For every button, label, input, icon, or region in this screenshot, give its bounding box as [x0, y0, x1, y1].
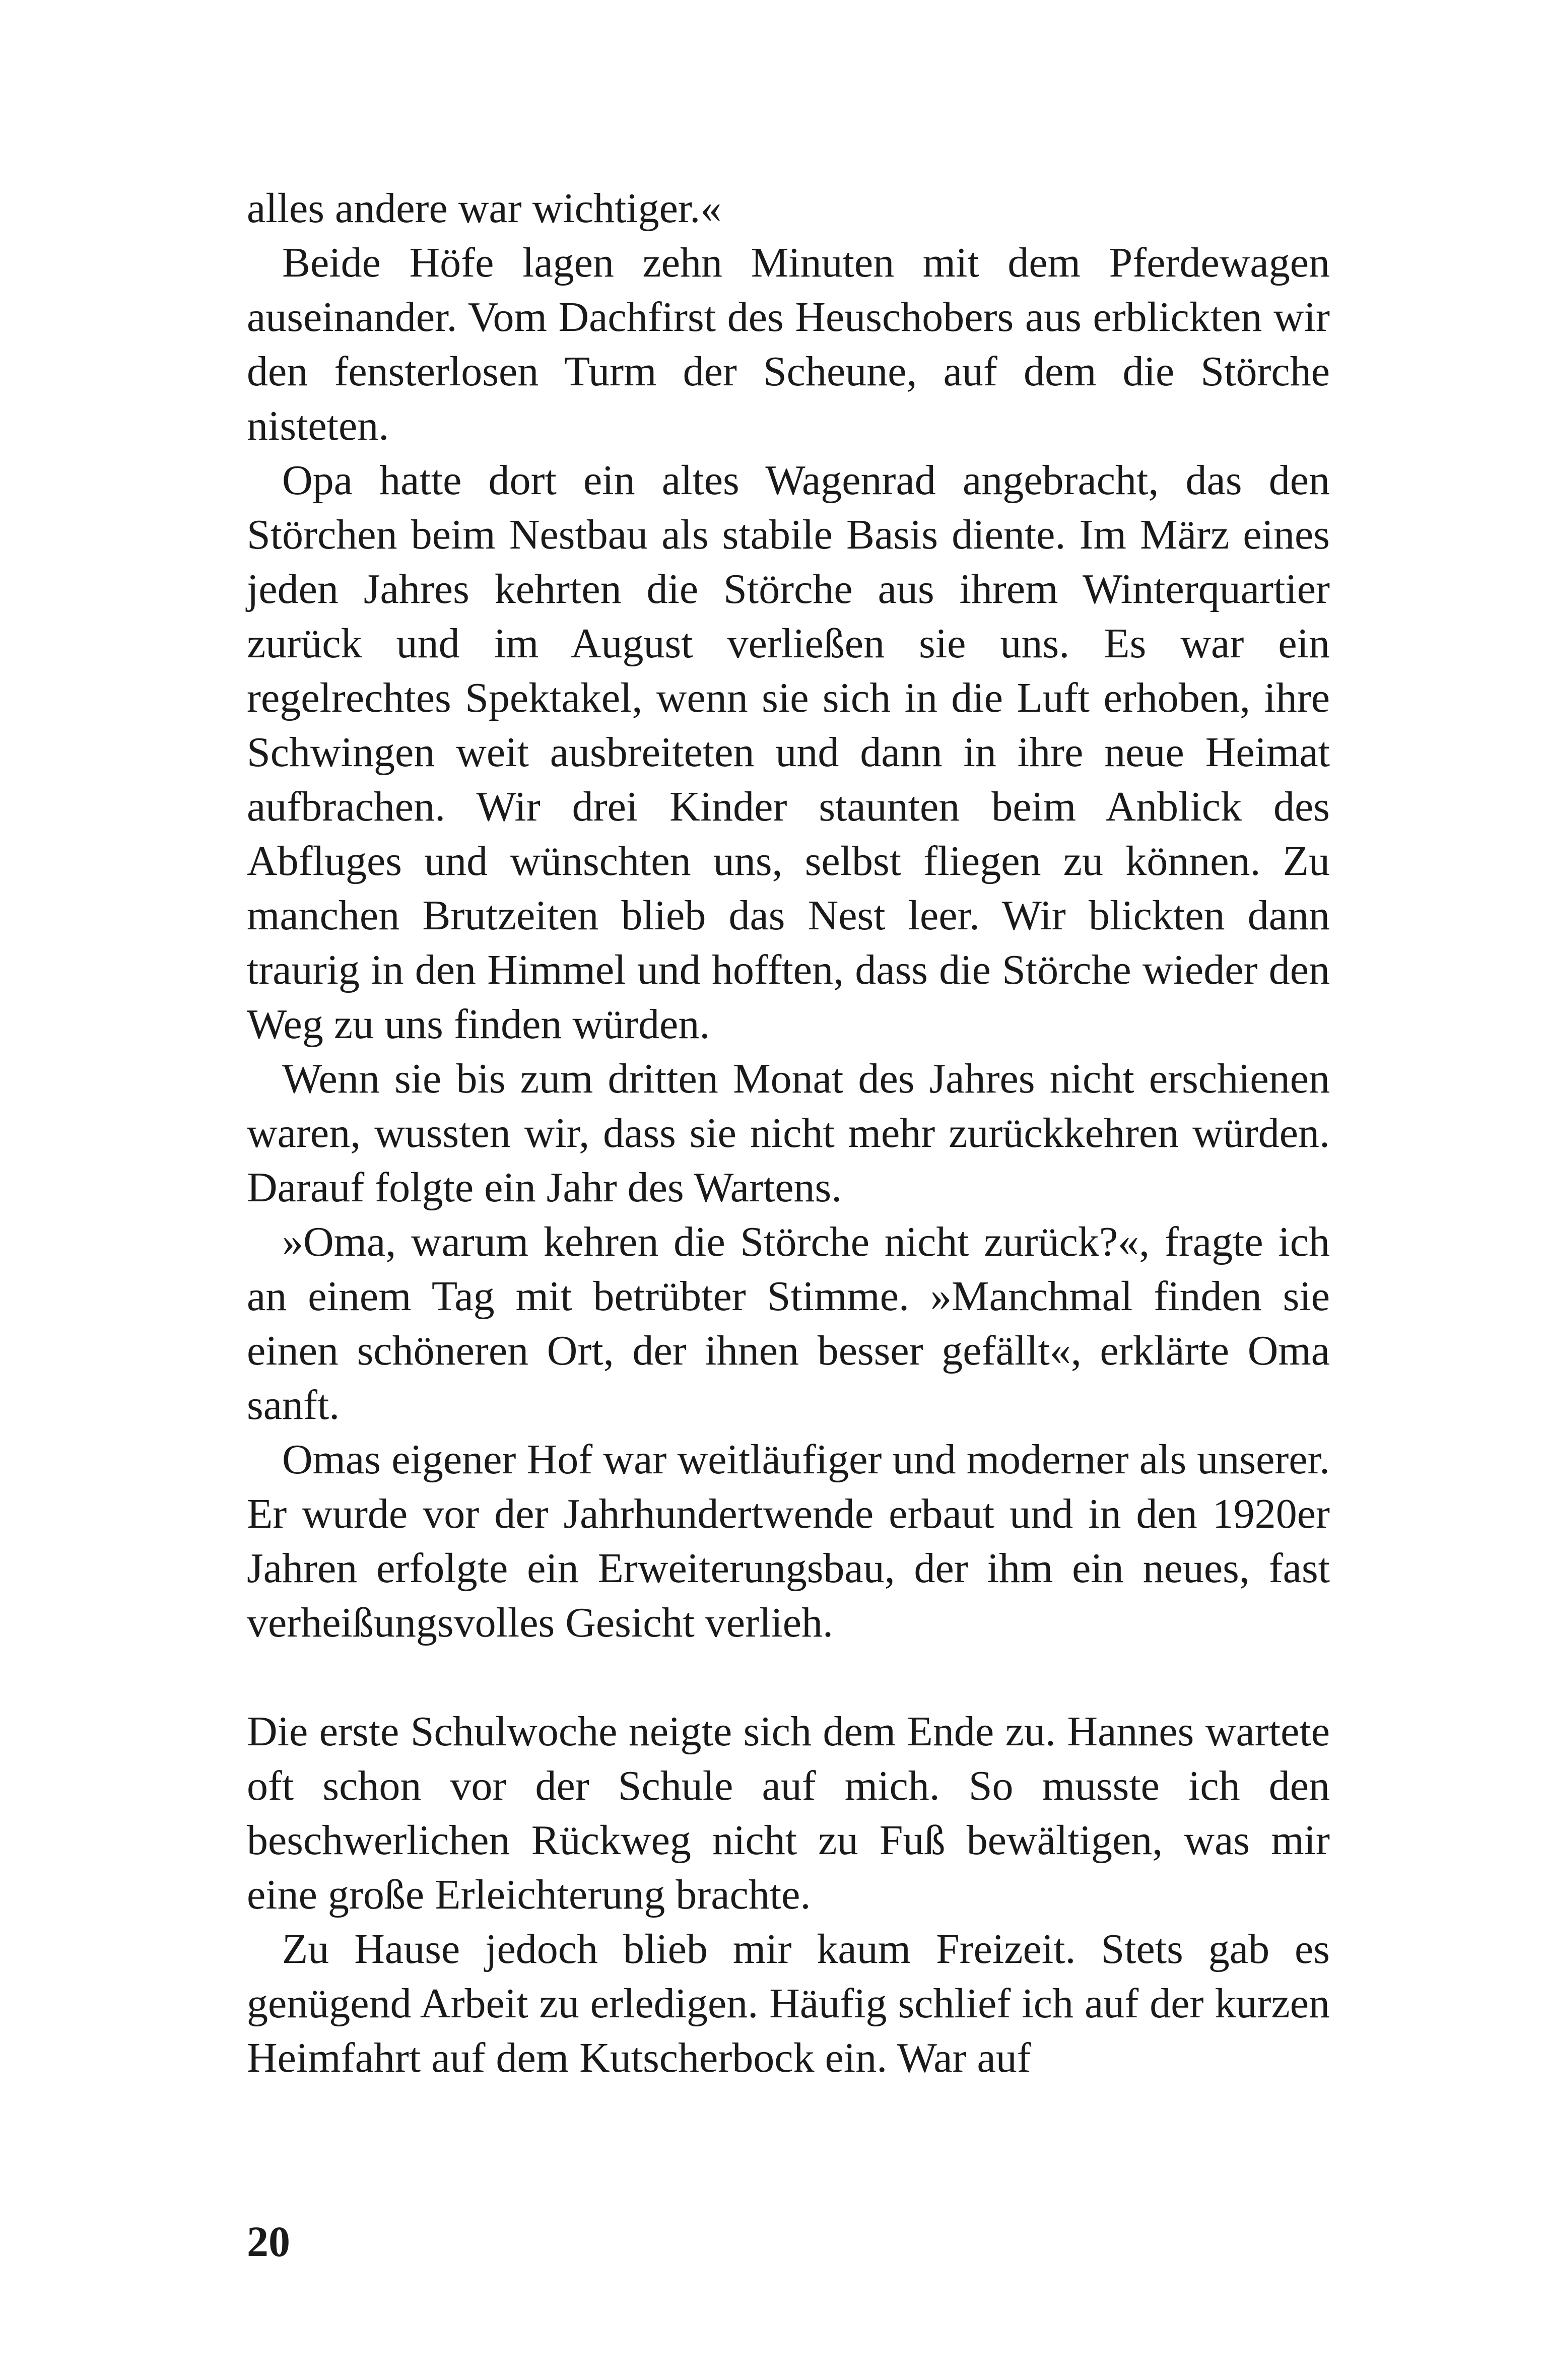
- paragraph: Zu Hause jedoch blieb mir kaum Freizeit. Stets gab es genügend Arbeit zu erledigen. Häufig schlief ich auf der kurzen Heimfahrt auf dem Kutscherbock ein. War auf: [247, 1926, 1330, 2081]
- paragraph: Wenn sie bis zum dritten Monat des Jahres nicht erschienen waren, wussten wir, dass sie nicht mehr zurückkehren würden. Darauf folgte ein Jahr des Wartens.: [247, 1055, 1330, 1211]
- paragraph: Beide Höfe lagen zehn Minuten mit dem Pferdewagen auseinander. Vom Dachfirst des Heuschobers aus erblickten wir den fensterlosen Turm der Scheune, auf dem die Störche nisteten.: [247, 239, 1330, 449]
- body-text: [247, 181, 1330, 2085]
- page-number: 20: [247, 2217, 290, 2266]
- paragraph: »Oma, warum kehren die Störche nicht zurück?«, fragte ich an einem Tag mit betrübter Stimme. »Manchmal finden sie einen schöneren Ort, der ihnen besser gefällt«, erklärte Oma sanft.: [247, 1218, 1330, 1429]
- paragraph: Omas eigener Hof war weitläufiger und moderner als unserer. Er wurde vor der Jahrhundertwende erbaut und in den 1920er Jahren erfolgte ein Erweiterungsbau, der ihm ein neues, fast verheißungsvolles Gesicht verlieh.: [247, 1436, 1330, 1646]
- paragraph-continuation: alles andere war wichtiger.«: [247, 185, 722, 232]
- paragraph: Opa hatte dort ein altes Wagenrad angebracht, das den Störchen beim Nestbau als stabile Basis diente. Im März eines jeden Jahres kehrten die Störche aus ihrem Winterquartier zurück und im August verließen sie uns. Es war ein regelrechtes Spektakel, wenn sie sich in die Luft erhoben, ihre Schwingen weit ausbreiteten und dann in ihre neue Heimat aufbrachen. Wir drei Kinder staunten beim Anblick des Abfluges und wünschten uns, selbst fliegen zu können. Zu manchen Brutzeiten blieb das Nest leer. Wir blickten dann traurig in den Himmel und hofften, dass die Störche wieder den Weg zu uns finden würden.: [247, 457, 1330, 1048]
- paragraph-section-start: Die erste Schulwoche neigte sich dem Ende zu. Hannes wartete oft schon vor der Schule auf mich. So musste ich den beschwerlichen Rückweg nicht zu Fuß bewältigen, was mir eine große Erleichterung brachte.: [247, 1708, 1330, 1918]
